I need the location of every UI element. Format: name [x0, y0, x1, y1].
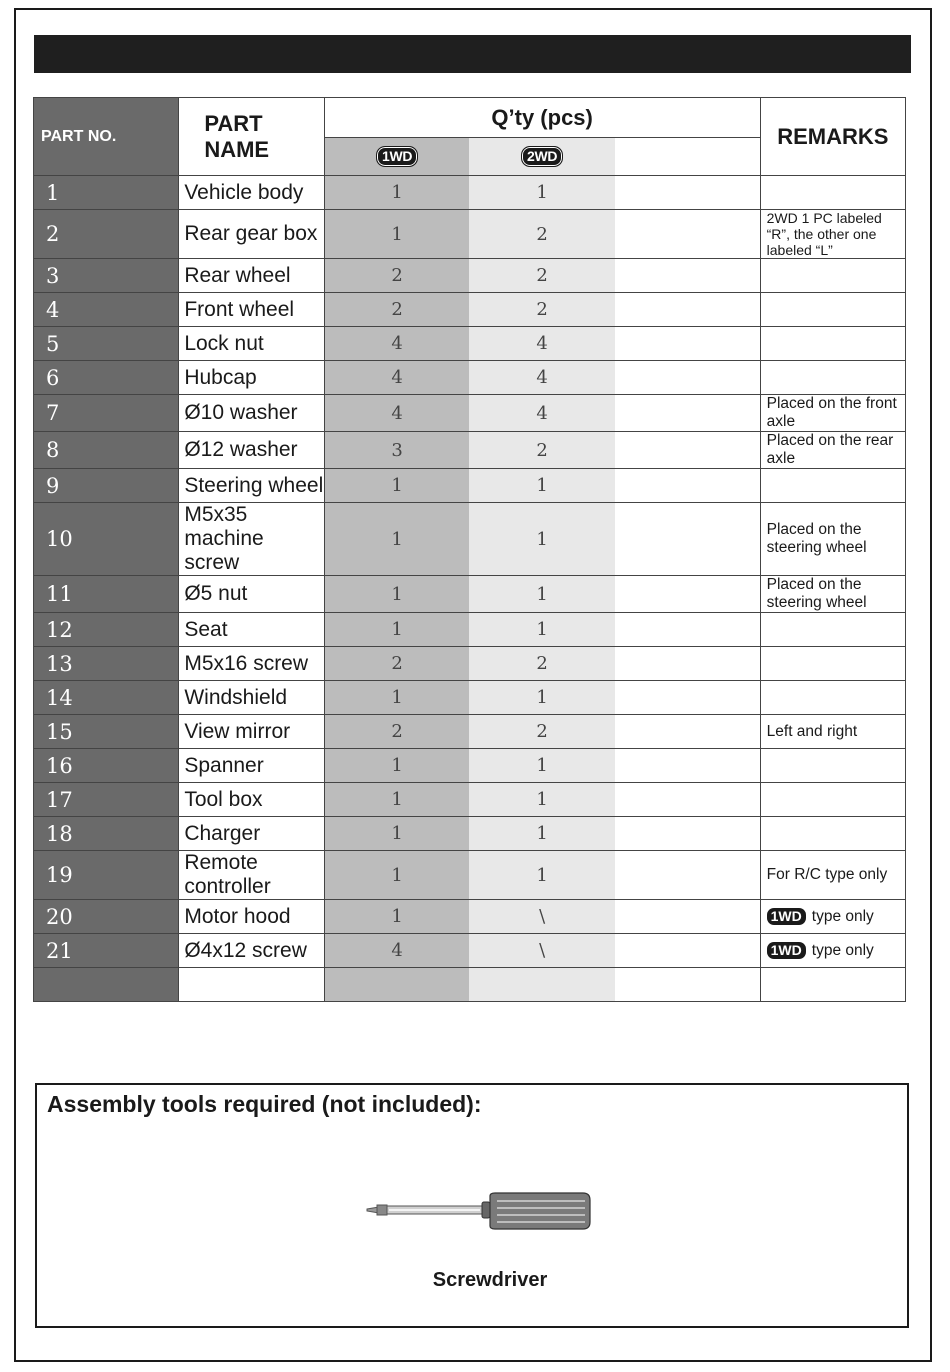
qty-1wd-cell: 1 — [324, 749, 469, 783]
empty-cell — [324, 968, 469, 1002]
remark-text: Placed on the rear axle — [766, 432, 894, 467]
tools-title: Assembly tools required (not included): — [47, 1091, 482, 1117]
qty-2wd-cell: 1 — [469, 176, 614, 210]
qty-spacer-cell — [615, 783, 760, 817]
table-row — [34, 681, 906, 715]
part-no-cell: 3 — [34, 259, 179, 293]
table-row — [34, 783, 906, 817]
table-row-empty — [34, 968, 906, 1002]
table-row — [34, 613, 906, 647]
qty-1wd-cell: 2 — [324, 647, 469, 681]
remark-cell — [760, 503, 905, 576]
table-row — [34, 647, 906, 681]
qty-1wd-cell: 1 — [324, 851, 469, 900]
header-part-name: PART NAME — [179, 98, 324, 176]
qty-spacer-cell — [615, 647, 760, 681]
empty-cell — [760, 968, 905, 1002]
qty-1wd-cell: 2 — [324, 259, 469, 293]
header-remarks: REMARKS — [760, 98, 905, 176]
qty-spacer-cell — [615, 576, 760, 613]
qty-2wd-cell: 1 — [469, 613, 614, 647]
part-no-cell: 6 — [34, 361, 179, 395]
part-no-cell: 2 — [34, 210, 179, 259]
table-row — [34, 259, 906, 293]
part-name-cell: Rear gear box — [179, 210, 324, 259]
qty-2wd-cell: 4 — [469, 361, 614, 395]
table-row — [34, 934, 906, 968]
qty-2wd-cell: 1 — [469, 681, 614, 715]
empty-cell — [615, 968, 760, 1002]
remark-badge-1wd: 1WD — [767, 908, 806, 925]
qty-spacer-cell — [615, 749, 760, 783]
table-row — [34, 503, 906, 576]
qty-1wd-cell: 4 — [324, 934, 469, 968]
remark-text: Placed on the front axle — [766, 395, 897, 430]
qty-spacer-cell — [615, 715, 760, 749]
header-part-no: PART NO. — [34, 98, 179, 176]
part-name-cell: Remote controller — [179, 851, 324, 900]
qty-1wd-cell: 1 — [324, 576, 469, 613]
qty-2wd-cell: 2 — [469, 432, 614, 469]
table-row — [34, 210, 906, 259]
remark-cell — [760, 176, 905, 210]
part-no-cell: 11 — [34, 576, 179, 613]
remark-cell — [760, 934, 905, 968]
empty-cell — [34, 968, 179, 1002]
remark-cell — [760, 293, 905, 327]
part-name-cell: Windshield — [179, 681, 324, 715]
qty-2wd-cell: 1 — [469, 817, 614, 851]
part-no-cell: 20 — [34, 900, 179, 934]
table-row — [34, 293, 906, 327]
qty-spacer-cell — [615, 432, 760, 469]
table-row — [34, 900, 906, 934]
qty-spacer-cell — [615, 934, 760, 968]
remark-text: type only — [811, 907, 874, 925]
parts-table — [33, 97, 906, 1002]
remark-cell — [760, 817, 905, 851]
part-no-cell: 4 — [34, 293, 179, 327]
part-name-cell: Rear wheel — [179, 259, 324, 293]
empty-cell — [179, 968, 324, 1002]
parts-body — [34, 176, 906, 1002]
qty-spacer-cell — [615, 327, 760, 361]
remark-cell — [760, 361, 905, 395]
remark-cell — [760, 783, 905, 817]
qty-2wd-cell: \ — [469, 934, 614, 968]
table-row — [34, 851, 906, 900]
remark-cell — [760, 647, 905, 681]
qty-spacer-cell — [615, 613, 760, 647]
qty-2wd-cell: 1 — [469, 749, 614, 783]
qty-2wd-cell: 2 — [469, 259, 614, 293]
table-row — [34, 817, 906, 851]
qty-1wd-cell: 1 — [324, 900, 469, 934]
remark-text: type only — [811, 941, 874, 959]
remark-cell — [760, 576, 905, 613]
qty-2wd-cell: 4 — [469, 327, 614, 361]
part-no-cell: 19 — [34, 851, 179, 900]
part-name-cell: M5x16 screw — [179, 647, 324, 681]
table-row — [34, 327, 906, 361]
empty-cell — [469, 968, 614, 1002]
qty-1wd-cell: 1 — [324, 817, 469, 851]
part-no-cell: 17 — [34, 783, 179, 817]
qty-spacer-cell — [615, 361, 760, 395]
qty-spacer-cell — [615, 503, 760, 576]
part-name-cell: Lock nut — [179, 327, 324, 361]
part-no-cell: 21 — [34, 934, 179, 968]
table-row — [34, 395, 906, 432]
remark-badge-1wd: 1WD — [767, 942, 806, 959]
table-row — [34, 176, 906, 210]
qty-1wd-cell: 2 — [324, 715, 469, 749]
part-name-cell: Ø4x12 screw — [179, 934, 324, 968]
table-row — [34, 576, 906, 613]
qty-2wd-cell: 2 — [469, 647, 614, 681]
header-qty-spacer — [615, 138, 760, 176]
remark-cell — [760, 259, 905, 293]
remark-cell — [760, 681, 905, 715]
badge-2wd: 2WD — [521, 146, 563, 167]
qty-1wd-cell: 3 — [324, 432, 469, 469]
remark-cell — [760, 469, 905, 503]
qty-spacer-cell — [615, 395, 760, 432]
remark-cell — [760, 395, 905, 432]
qty-1wd-cell: 1 — [324, 613, 469, 647]
qty-1wd-cell: 2 — [324, 293, 469, 327]
qty-spacer-cell — [615, 259, 760, 293]
header-qty: Q’ty (pcs) — [324, 98, 760, 138]
part-no-cell: 15 — [34, 715, 179, 749]
part-name-cell: M5x35 machine screw — [179, 503, 324, 576]
table-row — [34, 715, 906, 749]
tools-box — [35, 1083, 909, 1328]
part-no-cell: 12 — [34, 613, 179, 647]
remark-cell — [760, 851, 905, 900]
remark-cell — [760, 432, 905, 469]
qty-2wd-cell: 2 — [469, 293, 614, 327]
part-no-cell: 10 — [34, 503, 179, 576]
qty-2wd-cell: 1 — [469, 851, 614, 900]
screwdriver-icon — [365, 1191, 591, 1231]
tool-label: Screwdriver — [432, 1269, 548, 1291]
remark-text: For R/C type only — [766, 866, 888, 883]
qty-1wd-cell: 4 — [324, 361, 469, 395]
qty-spacer-cell — [615, 817, 760, 851]
remark-text: 2WD 1 PC labeled “R”, the other one labeled “L” — [766, 210, 882, 258]
part-name-cell: Tool box — [179, 783, 324, 817]
part-no-cell: 5 — [34, 327, 179, 361]
qty-1wd-cell: 1 — [324, 210, 469, 259]
remark-cell — [760, 210, 905, 259]
qty-1wd-cell: 1 — [324, 503, 469, 576]
qty-2wd-cell: 2 — [469, 210, 614, 259]
part-no-cell: 16 — [34, 749, 179, 783]
qty-1wd-cell: 1 — [324, 681, 469, 715]
part-name-cell: Vehicle body — [179, 176, 324, 210]
part-name-cell: Charger — [179, 817, 324, 851]
remark-cell — [760, 327, 905, 361]
remark-cell — [760, 749, 905, 783]
part-no-cell: 8 — [34, 432, 179, 469]
remark-cell — [760, 613, 905, 647]
qty-1wd-cell: 1 — [324, 469, 469, 503]
qty-2wd-cell: 2 — [469, 715, 614, 749]
header-qty-2wd-cell — [469, 138, 614, 176]
qty-2wd-cell: \ — [469, 900, 614, 934]
part-no-cell: 13 — [34, 647, 179, 681]
part-name-cell: Ø12 washer — [179, 432, 324, 469]
remark-cell — [760, 715, 905, 749]
part-name-cell: Spanner — [179, 749, 324, 783]
qty-2wd-cell: 1 — [469, 783, 614, 817]
qty-1wd-cell: 1 — [324, 783, 469, 817]
part-name-cell: View mirror — [179, 715, 324, 749]
qty-spacer-cell — [615, 210, 760, 259]
part-name-cell: Motor hood — [179, 900, 324, 934]
part-name-cell: Seat — [179, 613, 324, 647]
qty-spacer-cell — [615, 681, 760, 715]
part-name-cell: Hubcap — [179, 361, 324, 395]
part-name-cell: Front wheel — [179, 293, 324, 327]
table-row — [34, 749, 906, 783]
qty-spacer-cell — [615, 469, 760, 503]
qty-spacer-cell — [615, 176, 760, 210]
qty-spacer-cell — [615, 293, 760, 327]
part-name-cell: Ø5 nut — [179, 576, 324, 613]
part-no-cell: 7 — [34, 395, 179, 432]
remark-text: Left and right — [766, 722, 858, 740]
qty-2wd-cell: 1 — [469, 576, 614, 613]
remark-cell — [760, 900, 905, 934]
part-no-cell: 1 — [34, 176, 179, 210]
title-bar — [34, 35, 911, 73]
part-no-cell: 9 — [34, 469, 179, 503]
part-no-cell: 18 — [34, 817, 179, 851]
qty-spacer-cell — [615, 851, 760, 900]
remark-text: Placed on the steering wheel — [766, 576, 867, 611]
badge-1wd: 1WD — [376, 146, 418, 167]
qty-2wd-cell: 1 — [469, 503, 614, 576]
part-no-cell: 14 — [34, 681, 179, 715]
part-name-cell: Steering wheel — [179, 469, 324, 503]
qty-2wd-cell: 4 — [469, 395, 614, 432]
qty-1wd-cell: 4 — [324, 327, 469, 361]
part-name-cell: Ø10 washer — [179, 395, 324, 432]
qty-1wd-cell: 1 — [324, 176, 469, 210]
qty-1wd-cell: 4 — [324, 395, 469, 432]
table-row — [34, 432, 906, 469]
table-row — [34, 469, 906, 503]
qty-spacer-cell — [615, 900, 760, 934]
header-qty-1wd-cell — [324, 138, 469, 176]
qty-2wd-cell: 1 — [469, 469, 614, 503]
remark-text: Placed on the steering wheel — [766, 521, 867, 556]
table-row — [34, 361, 906, 395]
